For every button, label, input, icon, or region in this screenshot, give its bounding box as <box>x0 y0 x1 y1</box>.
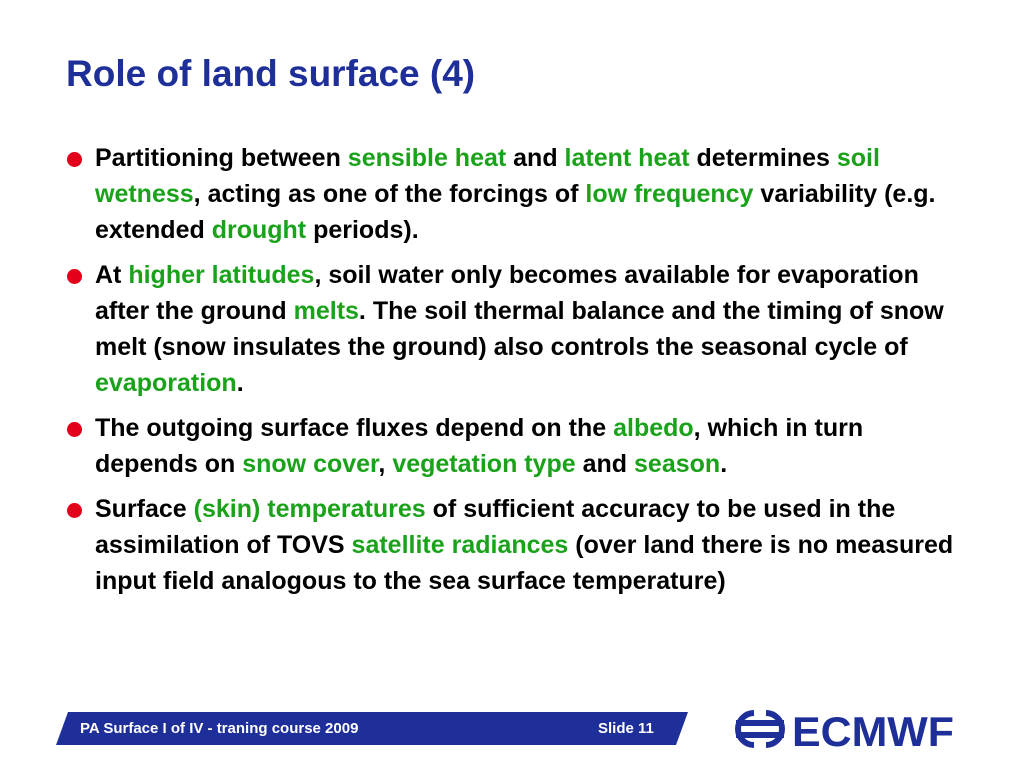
highlighted-term: soil wetness <box>95 144 880 208</box>
highlighted-term: (skin) temperatures <box>193 495 426 523</box>
highlighted-term: melts <box>293 297 359 325</box>
highlighted-term: low frequency <box>585 180 754 208</box>
text-segment: , acting as one of the forcings of <box>193 180 586 208</box>
highlighted-term: higher latitudes <box>128 261 315 289</box>
highlighted-term: albedo <box>613 414 694 442</box>
highlighted-term: season <box>634 450 721 478</box>
bullet-text <box>95 144 935 244</box>
highlighted-term: vegetation type <box>392 450 576 478</box>
highlighted-term: satellite radiances <box>351 531 569 559</box>
text-segment: . The soil thermal balance and the timing of snow melt (snow insulates the ground) also controls the seasonal cycle of <box>95 297 944 361</box>
text-segment: Partitioning between <box>95 144 348 172</box>
bullet-dot-icon <box>67 269 82 284</box>
bullet-dot-icon <box>67 503 82 518</box>
text-segment: determines <box>689 144 837 172</box>
bullet-dot-icon <box>67 422 82 437</box>
bullet-item <box>64 491 964 599</box>
text-segment: Surface <box>95 495 194 523</box>
text-segment: The outgoing surface fluxes depend on the <box>95 414 614 442</box>
bullet-list <box>64 140 964 608</box>
text-segment: variability (e.g. extended <box>95 180 936 244</box>
text-segment: (over land there is no measured input field analogous to the sea surface temperature) <box>95 531 954 595</box>
text-segment: . <box>236 369 244 397</box>
slide-number: Slide 11 <box>598 720 654 737</box>
bullet-item <box>64 140 964 248</box>
bullet-item <box>64 410 964 482</box>
bullet-text <box>95 495 953 595</box>
text-segment: , which in turn depends on <box>95 414 864 478</box>
ecmwf-logo-icon <box>720 704 960 754</box>
text-segment: and <box>506 144 565 172</box>
text-segment: periods). <box>306 216 419 244</box>
highlighted-term: latent heat <box>564 144 690 172</box>
highlighted-term: evaporation <box>95 369 237 397</box>
bullet-dot-icon <box>67 152 82 167</box>
footer-title: PA Surface I of IV - traning course 2009 <box>80 720 359 737</box>
ecmwf-swirl-icon <box>736 713 784 745</box>
text-segment: . <box>720 450 728 478</box>
slide-title: Role of land surface (4) <box>66 53 476 94</box>
bullet-text <box>95 414 863 478</box>
highlighted-term: drought <box>211 216 307 244</box>
bullet-text <box>95 261 944 397</box>
ecmwf-wordmark: ECMWF <box>792 708 954 754</box>
highlighted-term: sensible heat <box>347 144 507 172</box>
highlighted-term: snow cover <box>242 450 379 478</box>
bullet-item <box>64 257 964 401</box>
text-segment: , soil water only becomes available for evaporation after the ground <box>95 261 919 325</box>
text-segment: , <box>378 450 393 478</box>
text-segment: of sufficient accuracy to be used in the assimilation of TOVS <box>95 495 896 559</box>
text-segment: At <box>95 261 129 289</box>
text-segment: and <box>575 450 635 478</box>
